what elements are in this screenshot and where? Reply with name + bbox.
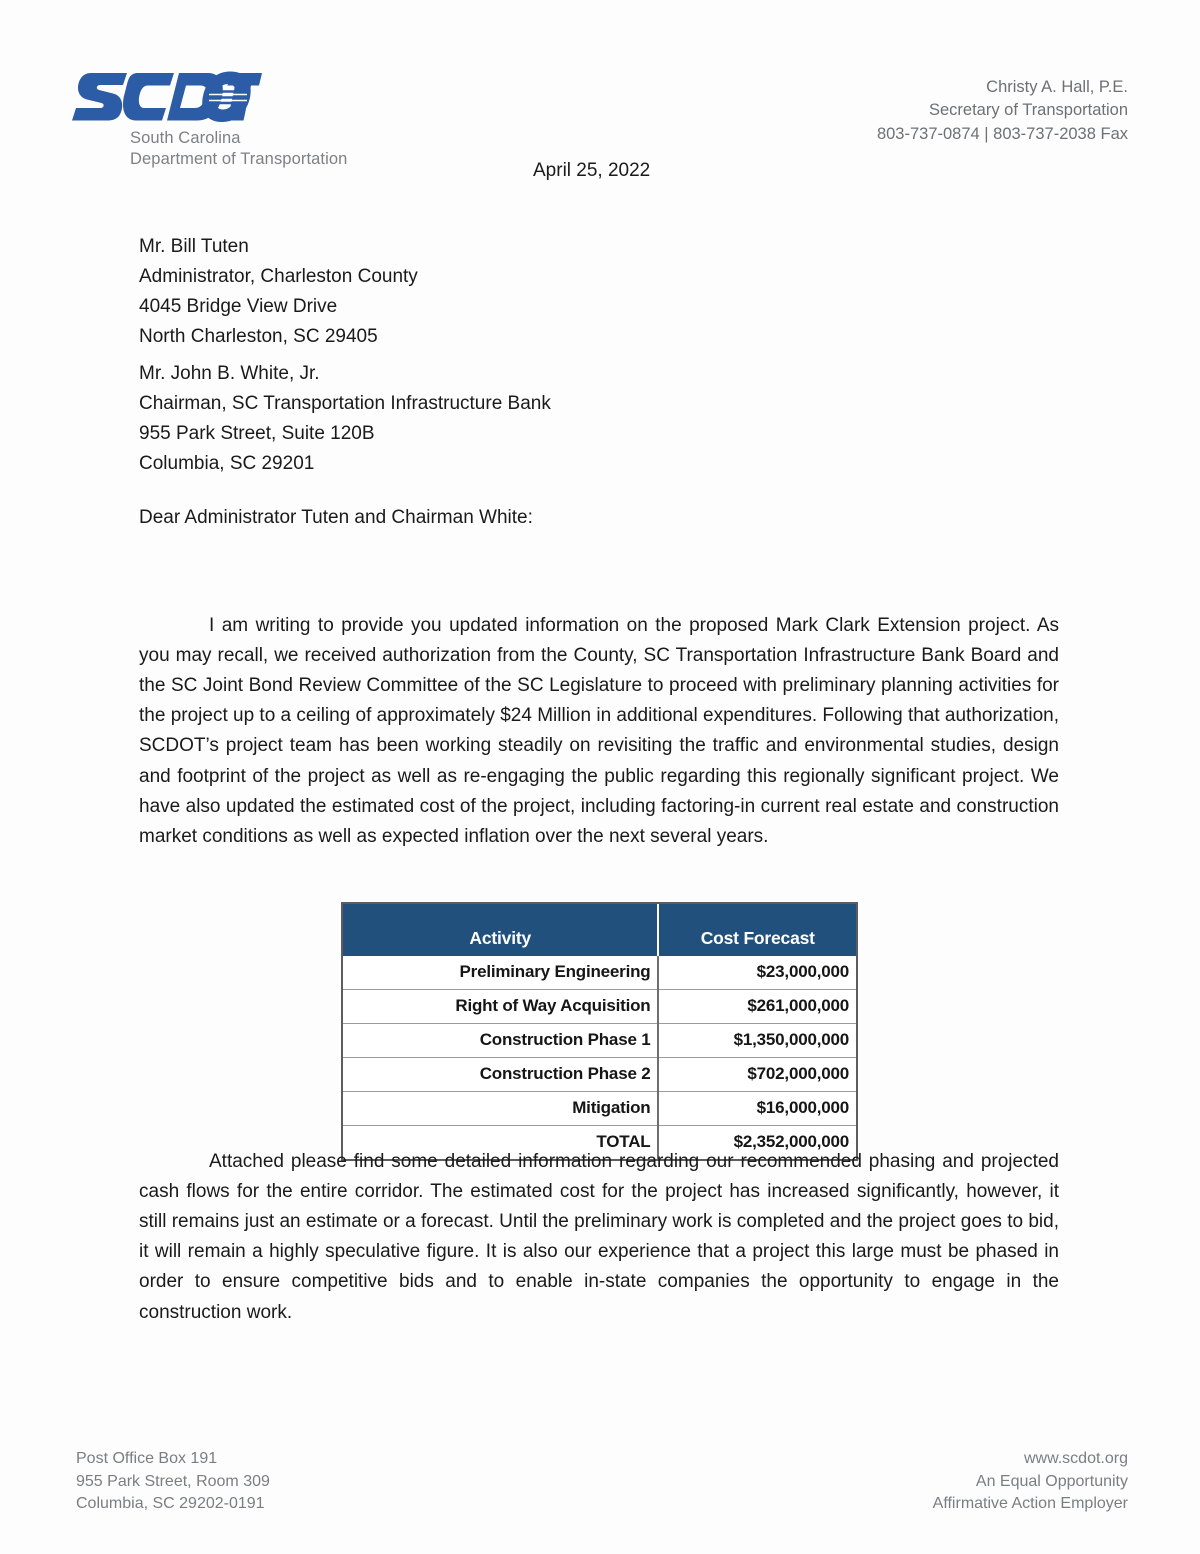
recipient-2-street: 955 Park Street, Suite 120B	[139, 423, 375, 445]
letter-date: April 25, 2022	[533, 160, 651, 181]
recipient-address-block-2	[139, 359, 551, 479]
agency-name-line-2: Department of Transportation	[130, 150, 348, 169]
footer-left-line: 955 Park Street, Room 309	[76, 1472, 270, 1490]
cell-activity: Preliminary Engineering	[343, 956, 658, 990]
secretary-name: Christy A. Hall, P.E.	[986, 78, 1128, 96]
footer-right-line: An Equal Opportunity	[975, 1472, 1128, 1490]
recipient-2-city-state-zip: Columbia, SC 29201	[139, 453, 315, 475]
table-row	[343, 1058, 856, 1092]
col-header-activity: Activity	[343, 904, 658, 956]
body-paragraph-1: I am writing to provide you updated information on the proposed Mark Clark Extension project. As you may recall, we received authorization from the County, SC Transportation Infrastructure Bank Board and the SC Joint Bond Review Committee of the SC Legislature to proceed with preliminary planning activities for the project up to a ceiling of approximately $24 Million in additional expenditures. Following that authorization, SCDOT’s project team has been working steadily on revisiting the traffic and environmental studies, design and footprint of the project as well as re-engaging the public regarding this regionally significant project. We have also updated the estimated cost of the project, including factoring-in current real estate and construction market conditions as well as expected inflation over the next several years.	[139, 615, 1059, 847]
letterhead	[72, 70, 1128, 170]
body-paragraph-2: Attached please find some detailed information regarding our recommended phasing and projected cash flows for the entire corridor. The estimated cost for the project has increased significantly, however, it still remains just an estimate or a forecast. Until the preliminary work is completed and the project goes to bid, it will remain a highly speculative figure. It is also our experience that a project this large must be phased in order to ensure competitive bids and to enable in-state companies the opportunity to engage in the construction work.	[139, 1151, 1059, 1323]
footer-right-line: Affirmative Action Employer	[932, 1495, 1128, 1513]
table-row	[343, 1092, 856, 1126]
cell-activity-total: TOTAL	[343, 1126, 658, 1160]
recipient-1-city-state-zip: North Charleston, SC 29405	[139, 326, 378, 348]
scdot-logo-block	[72, 70, 392, 170]
cost-forecast-table-container	[341, 902, 858, 1161]
cost-table-header-row	[343, 904, 856, 956]
table-row	[343, 990, 856, 1024]
table-row	[343, 956, 856, 990]
cell-activity: Construction Phase 2	[343, 1058, 658, 1092]
recipient-address-block-1	[139, 232, 418, 352]
cell-cost: $23,000,000	[658, 956, 856, 990]
recipient-2-title: Chairman, SC Transportation Infrastructure Bank	[139, 393, 551, 415]
cell-activity: Construction Phase 1	[343, 1024, 658, 1058]
cell-cost: $702,000,000	[658, 1058, 856, 1092]
cell-cost: $1,350,000,000	[658, 1024, 856, 1058]
recipient-1-street: 4045 Bridge View Drive	[139, 296, 338, 318]
footer-mailing-address	[76, 1448, 270, 1516]
cost-table-head	[343, 904, 856, 956]
recipient-1-name: Mr. Bill Tuten	[139, 236, 249, 257]
footer-website-url: www.scdot.org	[1023, 1449, 1128, 1467]
footer-left-line: Columbia, SC 29202-0191	[76, 1495, 265, 1513]
secretary-title: Secretary of Transportation	[928, 101, 1128, 120]
col-header-cost-forecast: Cost Forecast	[658, 904, 856, 956]
footer-left-line: Post Office Box 191	[76, 1449, 218, 1467]
page-footer	[76, 1448, 1128, 1516]
scdot-logo-icon	[72, 70, 262, 122]
table-row	[343, 1024, 856, 1058]
secretary-contact-block	[877, 70, 1128, 146]
cost-forecast-table	[343, 904, 856, 1159]
cell-cost-total: $2,352,000,000	[658, 1126, 856, 1160]
secretary-phone-fax: 803-737-0874 | 803-737-2038 Fax	[876, 124, 1128, 143]
cell-activity: Right of Way Acquisition	[343, 990, 658, 1024]
cost-table-body	[343, 956, 856, 1159]
salutation: Dear Administrator Tuten and Chairman White:	[139, 507, 533, 528]
footer-website-and-eeo	[933, 1448, 1128, 1516]
agency-name	[130, 128, 392, 170]
recipient-1-title: Administrator, Charleston County	[139, 266, 418, 288]
agency-name-line-1: South Carolina	[130, 129, 241, 147]
recipient-2-name: Mr. John B. White, Jr.	[139, 363, 320, 384]
cell-activity: Mitigation	[343, 1092, 658, 1126]
cell-cost: $16,000,000	[658, 1092, 856, 1126]
cell-cost: $261,000,000	[658, 990, 856, 1024]
